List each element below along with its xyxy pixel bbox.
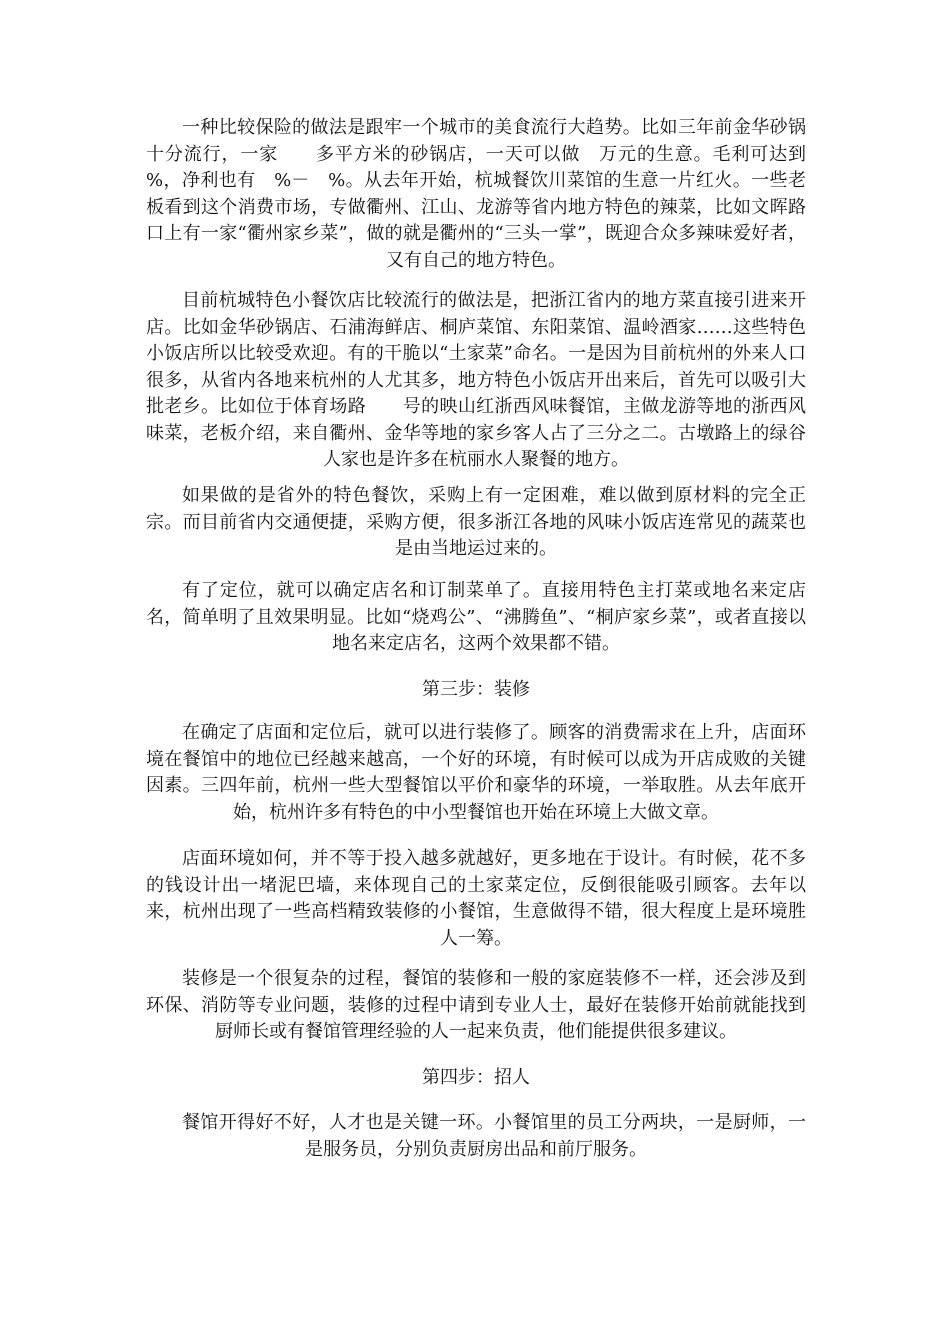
paragraph-local-cuisine: 目前杭城特色小餐饮店比较流行的做法是，把浙江省内的地方菜直接引进来开店。比如金华砂锅店、石浦海鲜店、桐庐菜馆、东阳菜馆、温岭酒家……这些特色小饭店所以比较受欢迎。有的干脆以“土家菜”命名。一是因为目前杭州的外来人口很多，从省内各地来杭州的人尤其多，地方特色小饭店开出来后，首先可以吸引大批老乡。比如位于体育场路 号的映山红浙西风味餐馆，主做龙游等地的浙西风味菜，老板介绍，来自衢州、金华等地的家乡客人占了三分之二。古墩路上的绿谷人家也是许多在杭丽水人聚餐的地方。 [146, 290, 806, 470]
section-heading-recruitment: 第四步：招人 [422, 1067, 530, 1088]
paragraph-decoration-process: 装修是一个很复杂的过程，餐馆的装修和一般的家庭装修不一样，还会涉及到环保、消防等专业问题，装修的过程中请到专业人士，最好在装修开始前就能找到厨师长或有餐馆管理经验的人一起来负责，他们能提供很多建议。 [146, 968, 806, 1042]
paragraph-staff: 餐馆开得好不好，人才也是关键一环。小餐馆里的员工分两块，一是厨师，一是服务员，分别负责厨房出品和前厅服务。 [182, 1112, 806, 1160]
paragraph-trend: 一种比较保险的做法是跟牢一个城市的美食流行大趋势。比如三年前金华砂锅十分流行，一家 多平方米的砂锅店，一天可以做 万元的生意。毛利可达到 %，净利也有 %－ %。从去年开始，杭城餐饮川菜馆的生意一片红火。一些老板看到这个消费市场，专做衢州、江山、龙游等省内地方特色的辣菜，比如文晖路口上有一家“衢州家乡菜”，做的就是衢州的“三头一掌”，既迎合众多辣味爱好者，又有自己的地方特色。 [146, 117, 824, 271]
paragraph-naming: 有了定位，就可以确定店名和订制菜单了。直接用特色主打菜或地名来定店名，简单明了且效果明显。比如“烧鸡公”、“沸腾鱼”、“桐庐家乡菜”，或者直接以地名来定店名，这两个效果都不错。 [146, 580, 806, 654]
section-heading-decoration: 第三步：装修 [422, 679, 530, 700]
paragraph-environment-design: 店面环境如何，并不等于投入越多就越好，更多地在于设计。有时候，花不多的钱设计出一堵泥巴墙，来体现自己的土家菜定位，反倒很能吸引顾客。去年以来，杭州出现了一些高档精致装修的小餐馆，生意做得不错，很大程度上是环境胜人一筹。 [146, 848, 806, 949]
paragraph-decoration-intro: 在确定了店面和定位后，就可以进行装修了。顾客的消费需求在上升，店面环境在餐馆中的地位已经越来越高，一个好的环境，有时候可以成为开店成败的关键因素。三四年前，杭州一些大型餐馆以平价和豪华的环境，一举取胜。从去年底开始，杭州许多有特色的中小型餐馆也开始在环境上大做文章。 [146, 722, 806, 823]
paragraph-sourcing: 如果做的是省外的特色餐饮，采购上有一定困难，难以做到原材料的完全正宗。而目前省内交通便捷，采购方便，很多浙江各地的风味小饭店连常见的蔬菜也是由当地运过来的。 [146, 485, 806, 559]
